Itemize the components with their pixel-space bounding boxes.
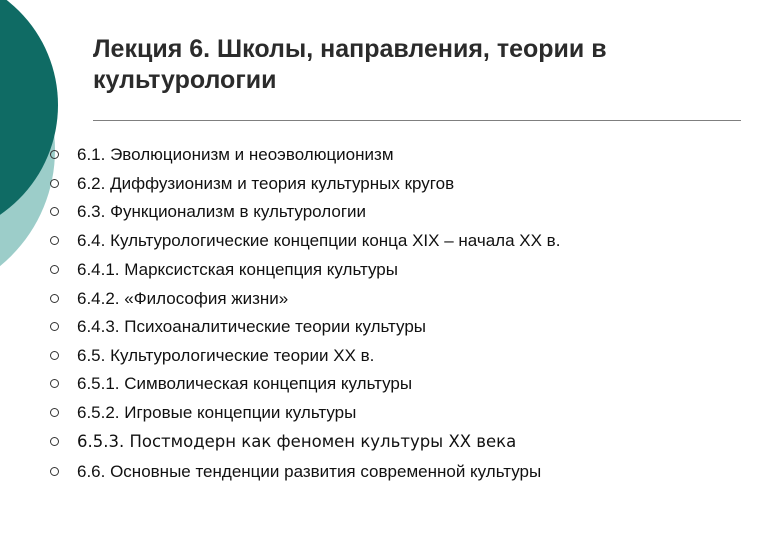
- list-item-text: 6.4. Культурологические концепции конца XIX – начала XX в.: [77, 231, 561, 250]
- bullet-icon: [50, 379, 59, 388]
- list-item-text: 6.5.1. Символическая концепция культуры: [77, 374, 413, 393]
- bullet-icon: [50, 236, 59, 245]
- list-item-text: 6.5.3. Постмодерн как феномен культуры XX века: [77, 432, 517, 451]
- list-item-text: 6.3. Функционализм в культурологии: [77, 202, 367, 221]
- bullet-icon: [50, 408, 59, 417]
- bullet-icon: [50, 467, 59, 476]
- bullet-icon: [50, 322, 59, 331]
- bullet-icon: [50, 150, 59, 159]
- list-item-text: 6.5. Культурологические теории XX в.: [77, 346, 375, 365]
- bullet-icon: [50, 294, 59, 303]
- list-item-text: 6.4.2. «Философия жизни»: [77, 289, 289, 308]
- bullet-icon: [50, 179, 59, 188]
- bullet-icon: [50, 437, 59, 446]
- bullet-icon: [50, 351, 59, 360]
- title-divider: [93, 120, 741, 121]
- list-item-text: 6.6. Основные тенденции развития современной культуры: [77, 462, 542, 481]
- slide-title: Лекция 6. Школы, направления, теории в культурологии: [93, 35, 607, 94]
- list-item-text: 6.5.2. Игровые концепции культуры: [77, 403, 357, 422]
- list-item-text: 6.1. Эволюционизм и неоэволюционизм: [77, 145, 394, 164]
- list-item-text: 6.2. Диффузионизм и теория культурных кругов: [77, 174, 455, 193]
- bullet-icon: [50, 207, 59, 216]
- bullet-icon: [50, 265, 59, 274]
- list-item-text: 6.4.1. Марксистская концепция культуры: [77, 260, 398, 279]
- list-item-text: 6.4.3. Психоаналитические теории культуры: [77, 317, 426, 336]
